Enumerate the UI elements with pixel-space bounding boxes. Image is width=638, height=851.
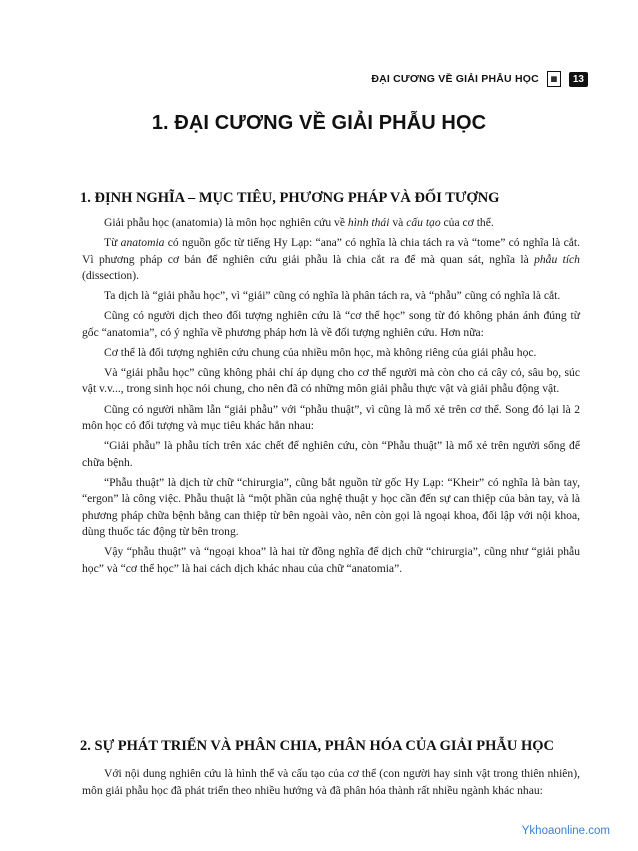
- paragraph-8: “Giải phẫu” là phẫu tích trên xác chết để nghiên cứu, còn “Phẫu thuật” là mổ xẻ trên người sống để chữa bệnh.: [82, 439, 580, 469]
- section-1-body: [82, 215, 580, 581]
- running-title: ĐẠI CƯƠNG VỀ GIẢI PHẪU HỌC: [371, 73, 539, 85]
- chapter-title: 1. ĐẠI CƯƠNG VỀ GIẢI PHẪU HỌC: [151, 112, 487, 134]
- italic-term: cấu tạo: [406, 216, 441, 229]
- text-run: của cơ thể.: [440, 216, 494, 229]
- paragraph-10: Vậy “phẫu thuật” và “ngoại khoa” là hai từ đồng nghĩa để dịch chữ “chirurgia”, cũng như “giải phẫu học” và “cơ thể học” là hai cách dịch khác nhau của chữ “anatomia”.: [82, 545, 580, 575]
- running-header: [371, 71, 588, 87]
- italic-term: anatomia: [120, 236, 165, 250]
- paragraph-4: Cũng có người dịch theo đối tượng nghiên cứu là “cơ thể học” song từ đó không phản ánh đúng từ gốc “anatomia”, có ý nghĩa về phương pháp hơn là về đối tượng nghiên cứu. Hơn nữa:: [82, 309, 580, 339]
- section-2-body: [82, 766, 580, 803]
- text-run: (dissection).: [82, 269, 139, 283]
- page-number: 13: [569, 72, 588, 87]
- section-1-title: 1. ĐỊNH NGHĨA – MỤC TIÊU, PHƯƠNG PHÁP VÀ ĐỐI TƯỢNG: [80, 190, 500, 206]
- section-2-title: 2. SỰ PHÁT TRIỂN VÀ PHÂN CHIA, PHÂN HÓA CỦA GIẢI PHẪU HỌC: [80, 738, 554, 754]
- italic-term: hình thái: [347, 216, 390, 229]
- paragraph-9: “Phẫu thuật” là dịch từ chữ “chirurgia”, cũng bắt nguồn từ gốc Hy Lạp: “Kheir” có nghĩa là bàn tay, “ergon” là công việc. Phẫu thuật là “một phần của nghệ thuật y học cần đến sự can thiệp của bàn tay, và là phương pháp chữa bệnh bằng can thiệp từ bên ngoài vào, nên còn gọi là ngoại khoa, đối lập với nội khoa, dùng thuốc tác động từ bên trong.: [82, 475, 580, 539]
- paragraph-3: Ta dịch là “giải phẫu học”, vì “giải” cũng có nghĩa là phân tách ra, và “phẫu” cũng có nghĩa là cắt.: [104, 289, 561, 303]
- text-run: Từ: [104, 236, 121, 250]
- italic-term: phẫu tích: [534, 252, 580, 266]
- paragraph-6: Và “giải phẫu học” cũng không phải chỉ áp dụng cho cơ thể người mà còn cho cả cây cỏ, sâu bọ, súc vật v.v..., trong sinh học nói chung, cho nên đã có những môn giải phẫu thực vật và giải phẫu động vật.: [82, 365, 580, 396]
- text-run: và: [389, 216, 407, 229]
- paragraph-7: Cũng có người nhầm lẫn “giải phẫu” với “phẫu thuật”, vì cũng là mổ xẻ trên cơ thể. Song đó lại là 2 môn học có đối tượng và mục tiêu khác hẳn nhau:: [82, 402, 580, 433]
- paragraph-11: Với nội dung nghiên cứu là hình thể và cấu tạo của cơ thể (con người hay sinh vật trong thiên nhiên), môn giải phẫu học đã phát triển theo nhiều hướng và đã phân hóa thành rất nhiều ngành khác nhau:: [82, 767, 580, 797]
- text-run: Giải phẫu học (anatomia) là môn học nghiên cứu về: [104, 216, 348, 229]
- book-icon: ▦: [547, 71, 561, 87]
- text-run: có nguồn gốc từ tiếng Hy Lạp: “ana” có nghĩa là chia tách ra và “tome” có nghĩa là cắt. Vì phương pháp cơ bản để nghiên cứu giải phẫu là chia cắt ra để mà quan sát, nghĩa là: [82, 236, 580, 266]
- paragraph-2: [82, 235, 580, 285]
- paragraph-5: Cơ thể là đối tượng nghiên cứu chung của nhiều môn học, mà không riêng của giải phẫu học.: [104, 345, 537, 359]
- watermark-text: Ykhoaonline.com: [521, 825, 610, 837]
- paragraph-1: [82, 215, 580, 232]
